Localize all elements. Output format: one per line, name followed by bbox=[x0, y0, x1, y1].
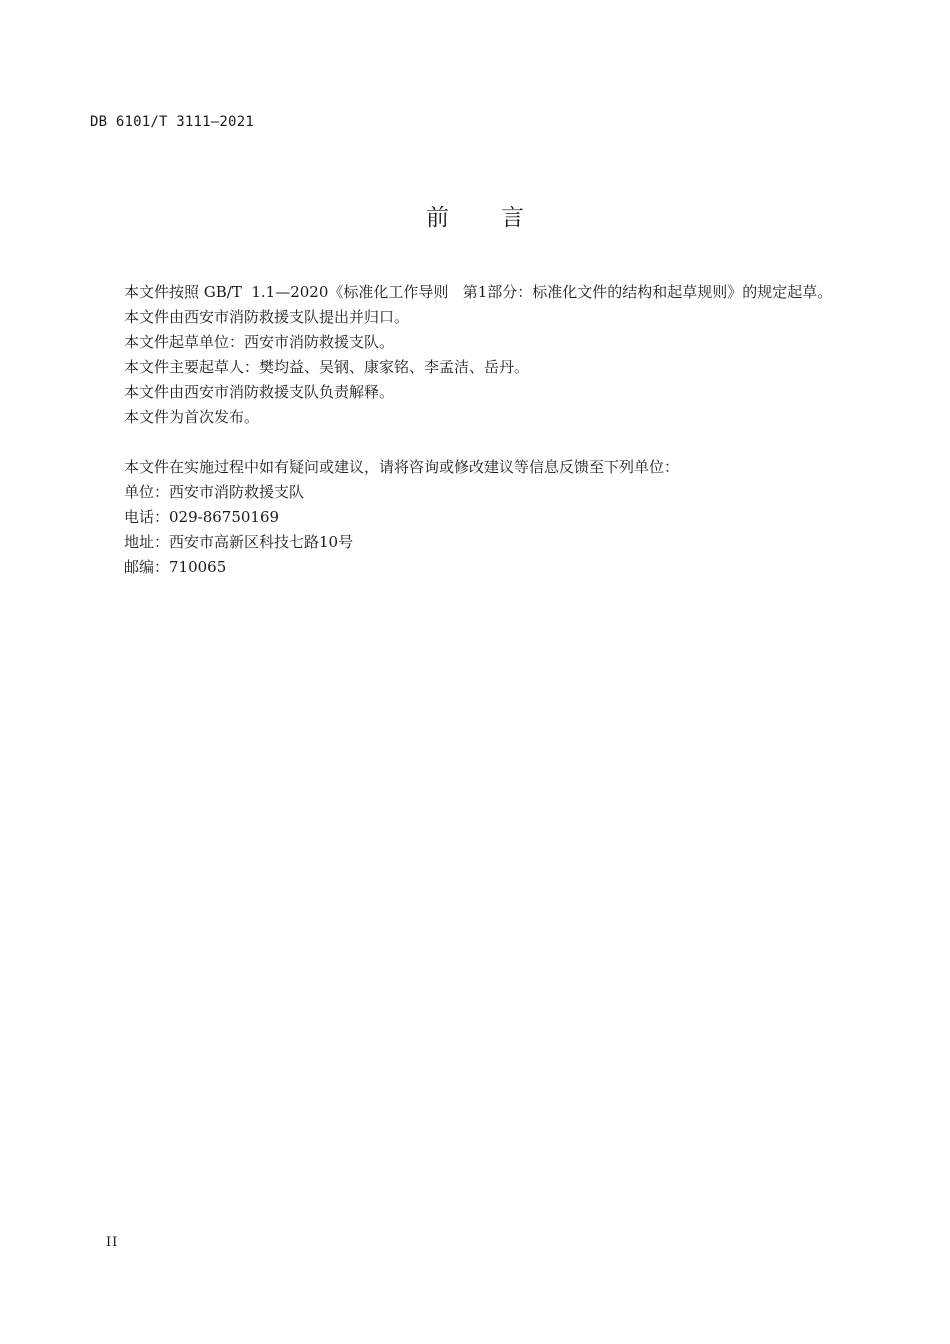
foreword-body bbox=[90, 280, 842, 580]
feedback-intro: 本文件在实施过程中如有疑问或建议，请将咨询或修改建议等信息反馈至下列单位： bbox=[124, 458, 680, 476]
paragraph-drafting-basis: 本文件按照 GB/T 1.1—2020《标准化工作导则 第1部分：标准化文件的结构和起草规则》的规定起草。 bbox=[124, 283, 833, 301]
feedback-unit: 单位：西安市消防救援支队 bbox=[124, 483, 305, 501]
feedback-address: 地址：西安市高新区科技七路10号 bbox=[124, 533, 354, 551]
document-code: DB 6101/T 3111—2021 bbox=[90, 114, 254, 130]
page-title bbox=[0, 201, 950, 235]
title-char-2: 言 bbox=[501, 205, 524, 231]
feedback-postcode: 邮编：710065 bbox=[124, 558, 227, 576]
feedback-phone: 电话：029-86750169 bbox=[124, 508, 280, 526]
paragraph-first-release: 本文件为首次发布。 bbox=[124, 408, 260, 426]
paragraph-proposer: 本文件由西安市消防救援支队提出并归口。 bbox=[124, 308, 410, 326]
paragraph-drafting-unit: 本文件起草单位：西安市消防救援支队。 bbox=[124, 333, 395, 351]
page-number: II bbox=[106, 1235, 119, 1250]
paragraph-interpretation: 本文件由西安市消防救援支队负责解释。 bbox=[124, 383, 395, 401]
title-char-1: 前 bbox=[426, 205, 449, 231]
paragraph-drafters: 本文件主要起草人：樊均益、吴钢、康家铭、李孟洁、岳丹。 bbox=[124, 358, 530, 376]
paragraph-spacer bbox=[90, 430, 842, 455]
